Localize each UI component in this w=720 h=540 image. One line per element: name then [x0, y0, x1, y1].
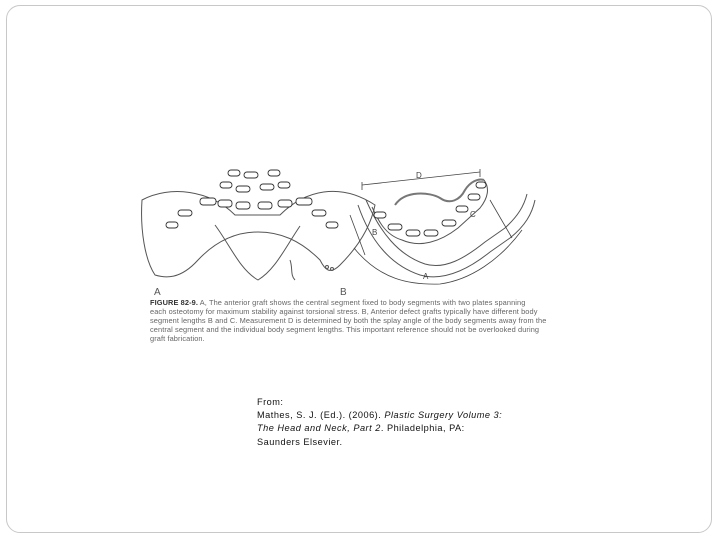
- dimension-c-label: C: [470, 210, 476, 219]
- panel-b-label: B: [340, 287, 347, 298]
- panel-b-arch: [358, 179, 535, 276]
- citation-title-part1: Plastic Surgery Volume 3:: [384, 410, 503, 421]
- panel-a-label: A: [154, 287, 161, 298]
- source-from-label: From:: [257, 397, 284, 407]
- panel-b-plates: [374, 182, 486, 236]
- source-line-3: [257, 422, 557, 435]
- dimension-d-label: D: [416, 171, 422, 180]
- figure-caption-line-5: graft fabrication.: [150, 334, 205, 343]
- citation-prefix: Mathes, S. J. (Ed.). (2006).: [257, 410, 382, 421]
- source-citation: [257, 396, 557, 449]
- citation-title-part2: The Head and Neck, Part 2: [257, 423, 381, 434]
- panel-b-dimensions: [350, 169, 522, 284]
- figure-caption-line-4: central segment and the individual body segment lengths. This important reference should not be overlooked during: [150, 325, 540, 334]
- figure-caption-line-1: [150, 298, 525, 307]
- source-line-2: [257, 409, 557, 422]
- dimension-b-label: B: [372, 228, 378, 237]
- dimension-a-label: A: [423, 272, 429, 281]
- figure-caption-label: FIGURE 82-9.: [150, 298, 199, 307]
- panel-a-plates: [166, 170, 338, 228]
- figure-caption-line-3: segment lengths B and C. Measurement D is determined by both the splay angle of the body segments away from the: [150, 316, 547, 325]
- figure-caption-line-2: each osteotomy for maximum stability against torsional stress. B, Anterior defect grafts typically have different body: [150, 307, 538, 316]
- source-publisher: Saunders Elsevier.: [257, 436, 343, 447]
- caption-text-1: A, The anterior graft shows the central segment fixed to body segments with two plates spanning: [199, 298, 526, 307]
- citation-suffix: . Philadelphia, PA:: [380, 423, 465, 434]
